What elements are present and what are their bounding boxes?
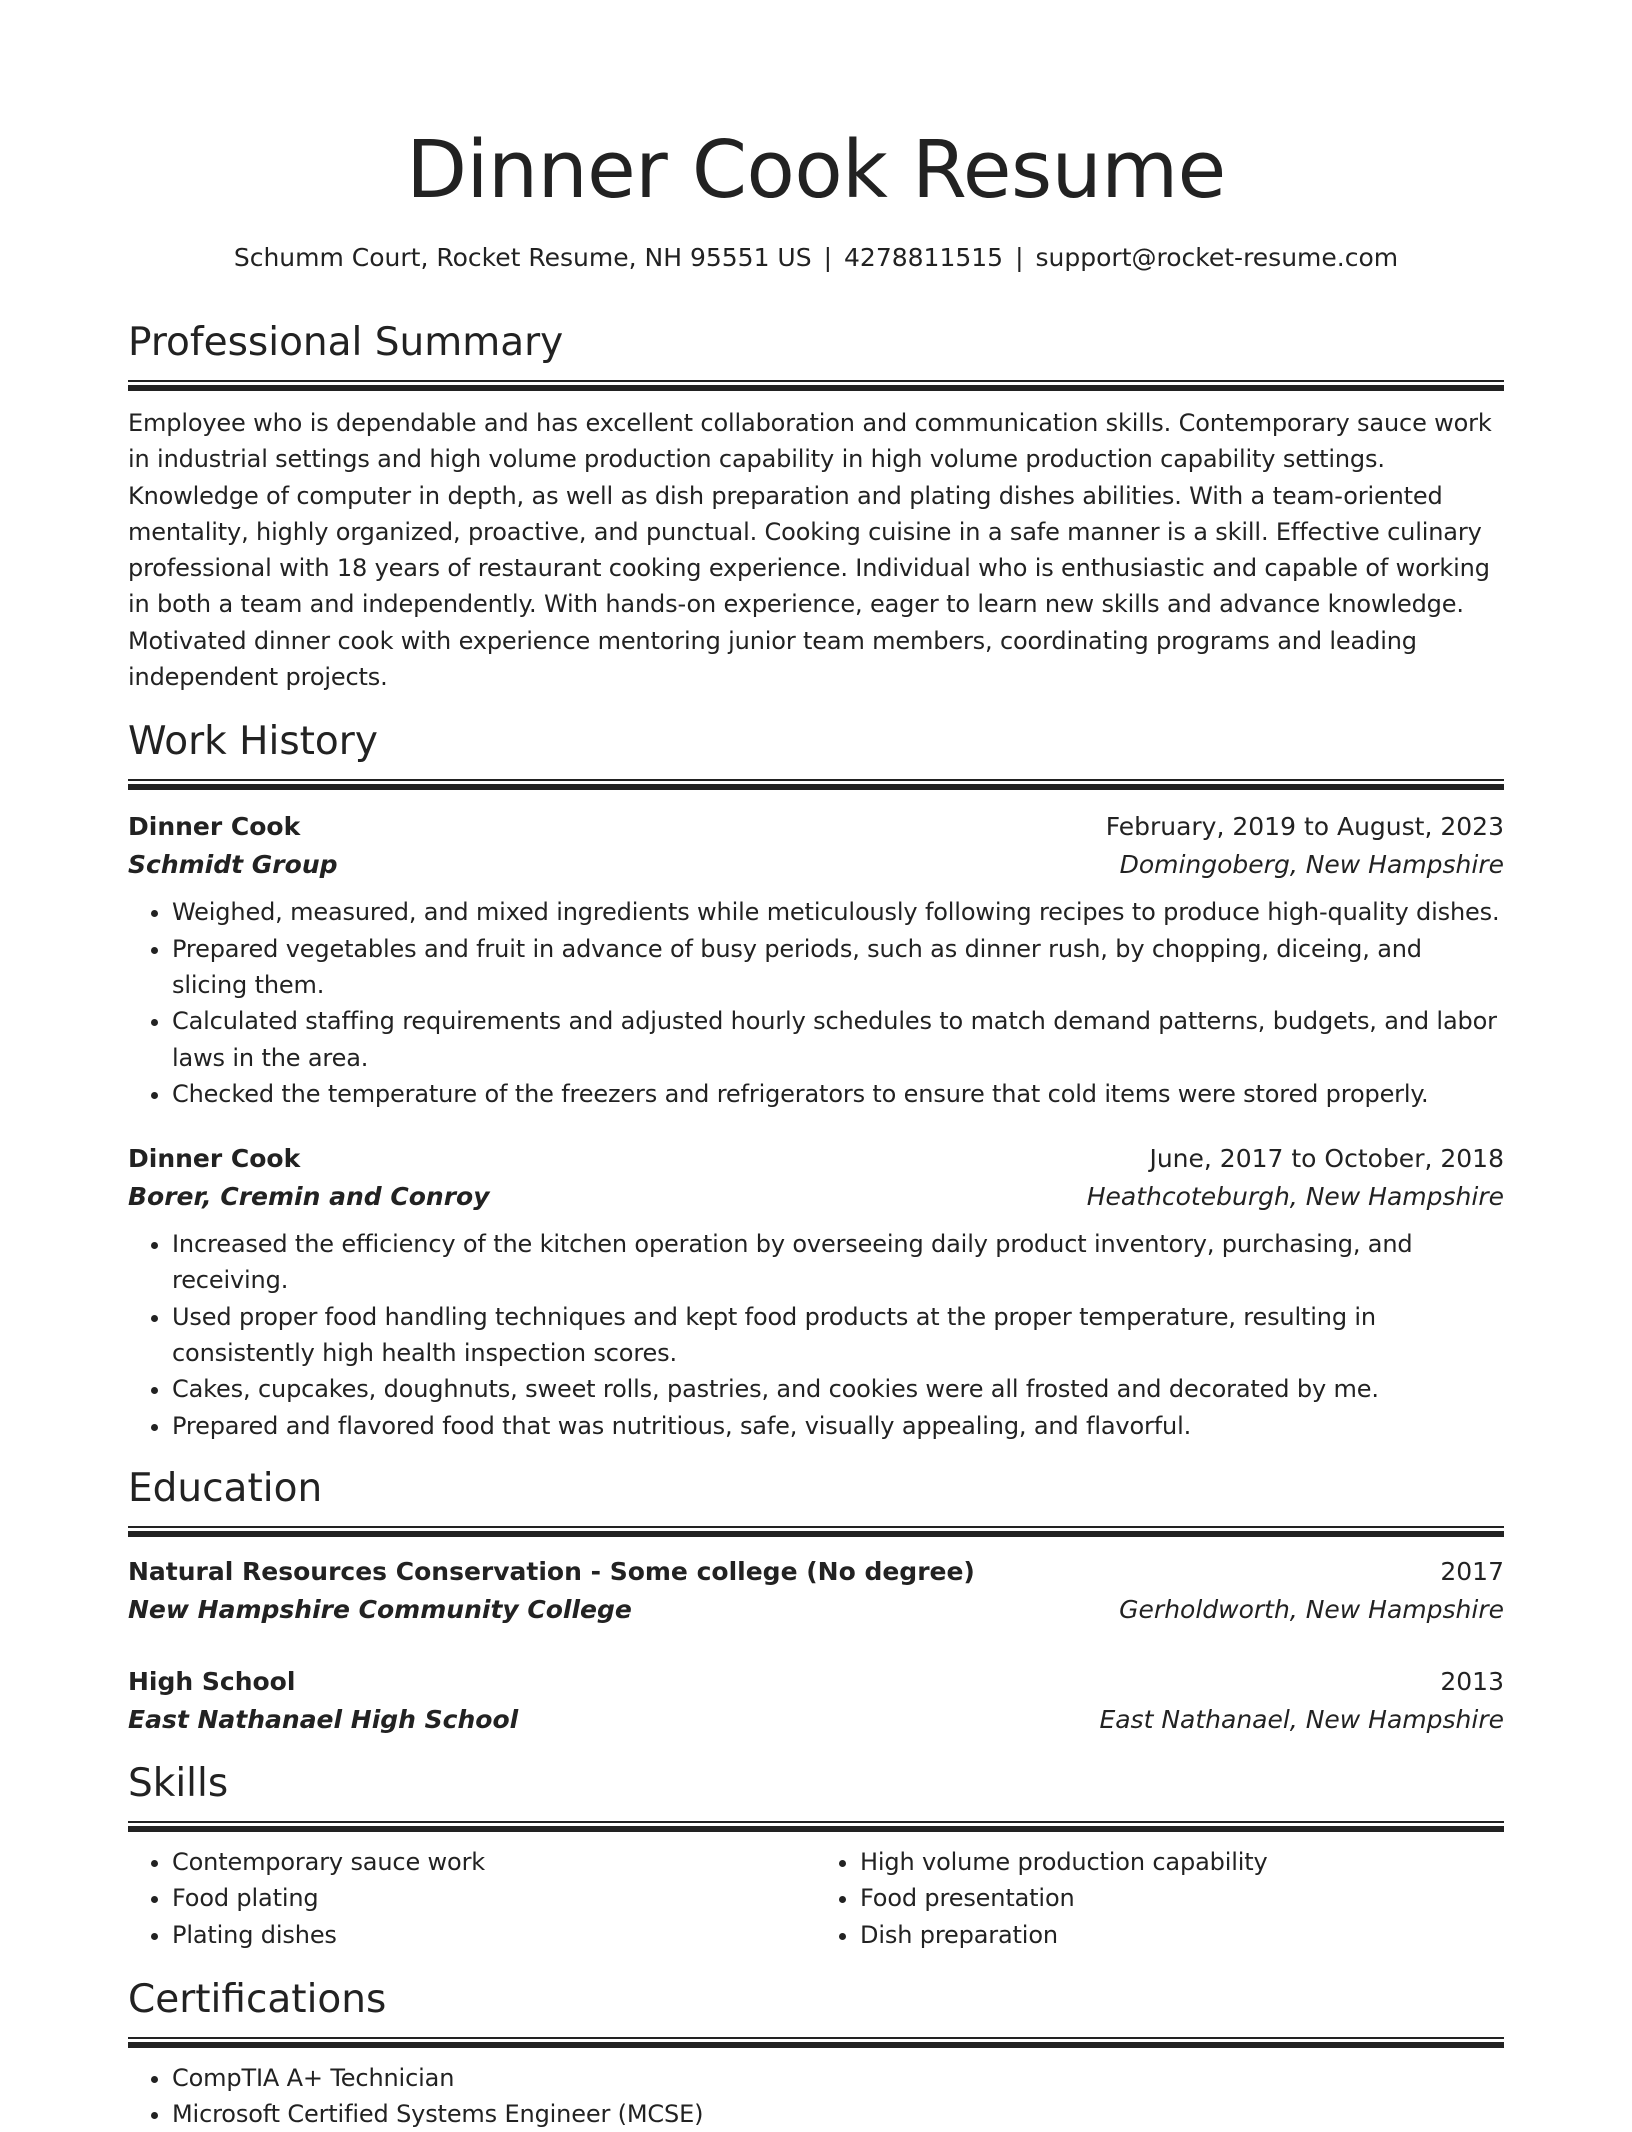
contact-separator: | [1015,243,1024,272]
list-item: • Calculated staffing requirements and adjusted hourly schedules to match demand patterns, budgets, and labor laws in the area. [172,1003,1504,1076]
list-item: • Food presentation [860,1880,1504,1916]
education-school-row [128,1701,1504,1739]
contact-separator: | [823,243,833,272]
skills-columns [128,1844,1504,1953]
certifications-section [128,1975,1504,2132]
section-divider [128,779,1504,790]
contact-address: Schumm Court, Rocket Resume, NH 95551 US [233,243,812,272]
education-location: East Nathanael, New Hampshire [1099,1704,1504,1734]
job-location: Domingoberg, New Hampshire [1119,850,1504,880]
contact-line [128,240,1504,276]
list-item: • Cakes, cupcakes, doughnuts, sweet rolls, pastries, and cookies were all frosted and decorated by me. [172,1371,1504,1407]
education-year: 2013 [1440,1666,1504,1696]
education-section [128,1464,1504,1739]
summary-section [128,318,1504,695]
education-school: New Hampshire Community College [128,1594,632,1624]
summary-text: Employee who is dependable and has excellent collaboration and communication skills. Contemporary sauce work in industrial settings and high volume production capability in high volume production capability settings. Knowledge of computer in depth, as well as dish preparation and plating dishes abilities. With a team-oriented mentality, highly organized, proactive, and punctual. Cooking cuisine in a safe manner is a skill. Effective culinary professional with 18 years of restaurant cooking experience. Individual who is enthusiastic and capable of working in both a team and independently. With hands-on experience, eager to learn new skills and advance knowledge. Motivated dinner cook with experience mentoring junior team members, coordinating programs and leading independent projects. [128,409,1492,692]
list-item: • Prepared vegetables and fruit in advance of busy periods, such as dinner rush, by chopping, diceing, and slicing them. [172,931,1504,1004]
job-position: Dinner Cook [128,1144,301,1174]
job-duties-list [128,1226,1504,1444]
section-divider [128,1821,1504,1832]
education-degree: High School [128,1666,296,1696]
section-divider [128,2037,1504,2048]
section-title-skills: Skills [128,1760,229,1806]
section-divider [128,1526,1504,1537]
job-entry [128,808,1504,1112]
resume-name: Dinner Cook Resume [406,124,1226,216]
section-title-work-history: Work History [128,719,378,765]
job-company: Schmidt Group [128,850,338,880]
contact-phone: 4278811515 [844,243,1004,272]
list-item: • High volume production capability [860,1844,1504,1880]
job-header-row [128,808,1504,846]
section-title-education: Education [128,1465,323,1511]
list-item: • Weighed, measured, and mixed ingredients while meticulously following recipes to produce high-quality dishes. [172,894,1504,930]
job-company-row [128,1178,1504,1216]
list-item: • Prepared and flavored food that was nutritious, safe, visually appealing, and flavorful. [172,1408,1504,1444]
certifications-list [128,2060,1504,2132]
list-item: • Microsoft Certified Systems Engineer (MCSE) [172,2096,1504,2132]
skills-list-right [816,1844,1504,1953]
contact-email: support@rocket-resume.com [1035,243,1399,272]
job-position: Dinner Cook [128,812,301,842]
list-item: • Contemporary sauce work [172,1844,816,1880]
job-location: Heathcoteburgh, New Hampshire [1086,1182,1504,1212]
skills-section [128,1759,1504,1953]
education-degree: Natural Resources Conservation - Some college (No degree) [128,1556,975,1586]
work-history-section [128,717,1504,1444]
job-company-row [128,846,1504,884]
list-item: • Food plating [172,1880,816,1916]
education-year: 2017 [1440,1556,1504,1586]
list-item: • CompTIA A+ Technician [172,2060,1504,2096]
job-duties-list [128,894,1504,1112]
list-item: • Increased the efficiency of the kitchen operation by overseeing daily product inventory, purchasing, and receiving. [172,1226,1504,1299]
education-school-row [128,1591,1504,1629]
list-item: • Checked the temperature of the freezers and refrigerators to ensure that cold items were stored properly. [172,1076,1504,1112]
job-entry [128,1140,1504,1444]
job-dates: February, 2019 to August, 2023 [1105,812,1504,842]
job-dates: June, 2017 to October, 2018 [1149,1144,1504,1174]
education-header-row [128,1663,1504,1701]
skills-list-left [128,1844,816,1953]
education-school: East Nathanael High School [128,1704,519,1734]
job-header-row [128,1140,1504,1178]
list-item: • Plating dishes [172,1917,816,1953]
education-entry [128,1553,1504,1629]
list-item: • Used proper food handling techniques and kept food products at the proper temperature, resulting in consistently high health inspection scores. [172,1299,1504,1372]
education-location: Gerholdworth, New Hampshire [1119,1594,1504,1624]
education-header-row [128,1553,1504,1591]
section-title-summary: Professional Summary [128,320,564,365]
list-item: • Dish preparation [860,1917,1504,1953]
section-divider [128,380,1504,391]
section-title-certifications: Certifications [128,1976,387,2022]
education-entry [128,1663,1504,1739]
job-company: Borer, Cremin and Conroy [128,1182,490,1212]
